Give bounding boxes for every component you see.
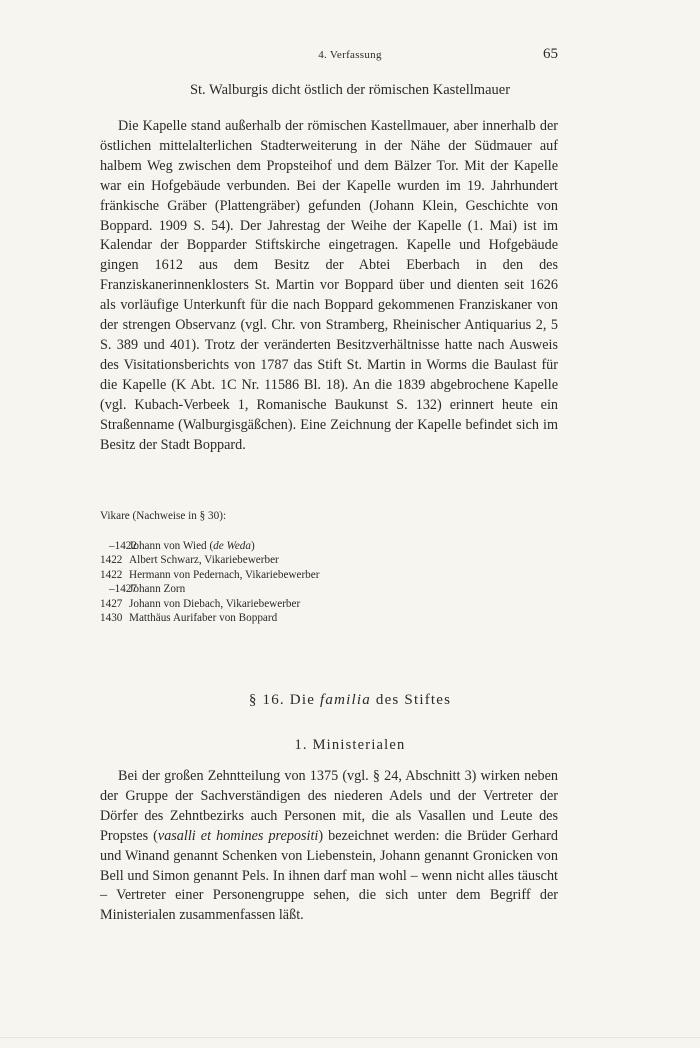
vikare-entry (100, 568, 520, 582)
vikare-entry (100, 611, 520, 625)
vikare-date: 1422 (100, 554, 123, 567)
vikare-heading: Vikare (Nachweise in § 30): (100, 510, 227, 522)
vikare-entry (100, 539, 520, 553)
vikare-name: Matthäus Aurifaber von Boppard (129, 611, 278, 624)
page-number: 65 (543, 46, 558, 62)
vikare-date: –1427 (109, 583, 137, 596)
running-head-title: 4. Verfassung (318, 49, 382, 61)
vikare-entry (100, 582, 520, 596)
vikare-name: Johann von Wied (de Weda) (129, 540, 255, 552)
subsection-heading-ministerialen: 1. Ministerialen (294, 737, 406, 753)
vikare-date: 1430 (100, 611, 123, 624)
running-head (0, 46, 700, 64)
vikare-date: –1422 (109, 540, 137, 552)
vikare-entry (100, 597, 520, 611)
vikare-name: Johann von Diebach, Vikariebewerber (129, 597, 301, 610)
vikare-name: Hermann von Pedernach, Vikariebewerber (129, 568, 320, 581)
vikare-name: Johann Zorn (129, 583, 186, 596)
page-bottom-edge (0, 1037, 700, 1038)
paragraph-ministerialen: Bei der großen Zehntteilung von 1375 (vgl. § 24, Abschnitt 3) wirken neben der Gruppe der Sachverständigen des niederen Adels und der Vertreter der Dörfer des Zehntbezirks auch Personen mit, die als Vasallen und Leute des Propstes (vasalli et homines prepositi) bezeichnet werden: die Brüder Gerhard und Winand genannt Schenken von Liebenstein, Johann genannt Gronicken von Bell und Simon genannt Pels. In ihnen darf man wohl – wenn nicht alles täuscht – Vertreter einer Personengruppe sehen, die sich unter dem Begriff der Ministerialen zusammenfassen läßt. (100, 768, 558, 924)
vikare-list (100, 539, 520, 625)
paragraph-walburgis: Die Kapelle stand außerhalb der römischen Kastellmauer, aber innerhalb der östlichen mittelalterlichen Stadterweiterung in der Nähe der Südmauer auf halbem Weg zwischen dem Propsteihof und dem Bälzer Tor. Mit der Kapelle war ein Hofgebäude verbunden. Bei der Kapelle wurden im 19. Jahrhundert fränkische Gräber (Plattengräber) gefunden (Johann Klein, Geschichte von Boppard. 1909 S. 54). Der Jahrestag der Weihe der Kapelle (1. Mai) ist im Kalendar der Bopparder Stiftskirche eingetragen. Kapelle und Hofgebäude gingen 1612 aus dem Besitz der Abtei Eberbach in den des Franziskanerinnenklosters St. Martin vor Boppard über und dienten seit 1626 als vorläufige Unterkunft für die nach Boppard gekommenen Franziskaner von der strengen Observanz (vgl. Chr. von Stramberg, Rheinischer Antiquarius 2, 5 S. 389 und 401). Trotz der veränderten Besitzverhältnisse hatte nach Ausweis des Visitationsberichts von 1787 das Stift St. Martin in Worms die Baulast für die Kapelle (K Abt. 1C Nr. 11586 Bl. 18). An die 1839 abgebrochene Kapelle (vgl. Kubach-Verbeek 1, Romanische Baukunst S. 132) erinnert heute ein Straßenname (Walburgisgäßchen). Eine Zeichnung der Kapelle befindet sich im Besitz der Stadt Boppard. (100, 118, 558, 453)
vikare-date: 1422 (100, 568, 123, 581)
vikare-entry (100, 553, 520, 567)
vikare-name: Albert Schwarz, Vikariebewerber (129, 554, 279, 567)
section-heading-walburgis: St. Walburgis dicht östlich der römischen Kastellmauer (189, 82, 511, 98)
vikare-date: 1427 (100, 597, 123, 610)
section-heading-familia: § 16. Die familia des Stiftes (248, 692, 452, 708)
